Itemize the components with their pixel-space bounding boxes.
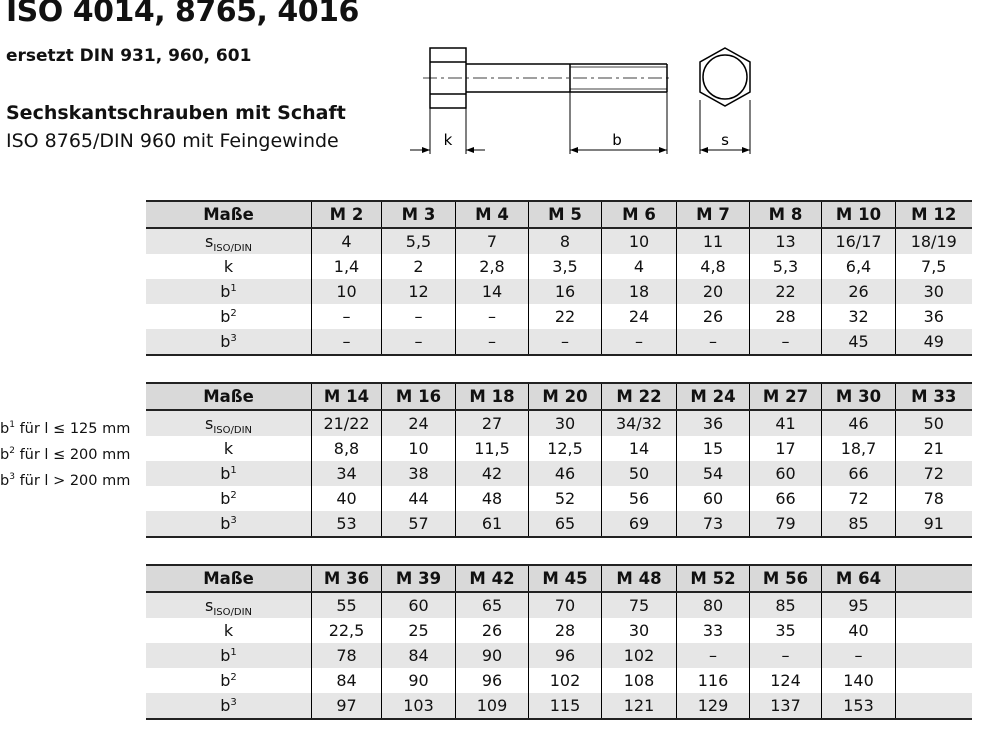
column-header: M 16 bbox=[382, 383, 456, 410]
table-cell: 34 bbox=[312, 461, 382, 486]
table-cell: 15 bbox=[677, 436, 750, 461]
table-cell: 8 bbox=[529, 228, 602, 254]
table-cell: 17 bbox=[750, 436, 822, 461]
table-cell: 36 bbox=[677, 410, 750, 436]
table-cell: 41 bbox=[750, 410, 822, 436]
table-cell: 26 bbox=[822, 279, 896, 304]
table-cell: 4 bbox=[602, 254, 677, 279]
table-cell: – bbox=[677, 329, 750, 355]
table-cell: 50 bbox=[602, 461, 677, 486]
legend-item: $b^3$ für l > 200 mm bbox=[0, 471, 131, 489]
column-header: M 56 bbox=[750, 565, 822, 592]
table-cell: 4,8 bbox=[677, 254, 750, 279]
row-label: Maße bbox=[146, 201, 312, 228]
table-cell: 55 bbox=[312, 592, 382, 618]
table-cell: 22,5 bbox=[312, 618, 382, 643]
table-cell: 30 bbox=[896, 279, 972, 304]
dimension-table-3 bbox=[146, 564, 972, 720]
table-cell: – bbox=[822, 643, 896, 668]
table-cell: 91 bbox=[896, 511, 972, 537]
table-cell: – bbox=[382, 304, 456, 329]
table-cell: 12 bbox=[382, 279, 456, 304]
table-cell: 14 bbox=[456, 279, 529, 304]
table-cell: – bbox=[382, 329, 456, 355]
table-cell: 45 bbox=[822, 329, 896, 355]
column-header: M 4 bbox=[456, 201, 529, 228]
row-label: $s_{ISO/DIN}$ bbox=[146, 228, 312, 254]
table-row bbox=[146, 486, 972, 511]
dimension-table-1 bbox=[146, 200, 972, 356]
table-cell: 73 bbox=[677, 511, 750, 537]
table-cell: – bbox=[677, 643, 750, 668]
table-cell: 60 bbox=[677, 486, 750, 511]
table-cell: 13 bbox=[750, 228, 822, 254]
table-cell: 24 bbox=[602, 304, 677, 329]
column-header bbox=[896, 565, 972, 592]
table-row bbox=[146, 461, 972, 486]
row-label: $b^2$ bbox=[220, 307, 237, 326]
table-cell: 26 bbox=[677, 304, 750, 329]
table-cell: 85 bbox=[822, 511, 896, 537]
table-cell: 66 bbox=[750, 486, 822, 511]
table-cell: 21 bbox=[896, 436, 972, 461]
table-cell: 129 bbox=[677, 693, 750, 719]
row-label: $s_{ISO/DIN}$ bbox=[146, 592, 312, 618]
table-cell: 50 bbox=[896, 410, 972, 436]
table-cell: 95 bbox=[822, 592, 896, 618]
row-label: $b^3$ bbox=[146, 329, 312, 355]
row-label: $b^1$ bbox=[146, 279, 312, 304]
column-header: M 22 bbox=[602, 383, 677, 410]
table-cell: 38 bbox=[382, 461, 456, 486]
label-k: k bbox=[443, 131, 453, 149]
table-cell: 35 bbox=[750, 618, 822, 643]
table-cell: 46 bbox=[529, 461, 602, 486]
table-row bbox=[146, 618, 972, 643]
column-header: M 27 bbox=[750, 383, 822, 410]
row-label: $b^1$ bbox=[146, 643, 312, 668]
table-cell: 5,5 bbox=[382, 228, 456, 254]
table-cell: 115 bbox=[529, 693, 602, 719]
table-cell: 66 bbox=[822, 461, 896, 486]
table-cell: 116 bbox=[677, 668, 750, 693]
table-cell: 61 bbox=[456, 511, 529, 537]
table-cell: 40 bbox=[822, 618, 896, 643]
column-header: M 12 bbox=[896, 201, 972, 228]
table-cell: 72 bbox=[896, 461, 972, 486]
table-cell: 60 bbox=[382, 592, 456, 618]
column-header: M 2 bbox=[312, 201, 382, 228]
table-cell: – bbox=[750, 643, 822, 668]
table-cell: – bbox=[602, 329, 677, 355]
table-header-row bbox=[146, 201, 972, 228]
table-cell bbox=[896, 643, 972, 668]
row-label: Maße bbox=[146, 383, 312, 410]
table-cell: 2,8 bbox=[456, 254, 529, 279]
table-header-row bbox=[146, 383, 972, 410]
table-cell: 65 bbox=[529, 511, 602, 537]
table-cell: 6,4 bbox=[822, 254, 896, 279]
page-subtitle: ersetzt DIN 931, 960, 601 bbox=[6, 46, 252, 66]
row-label: k bbox=[223, 439, 234, 458]
footnote-legend bbox=[0, 414, 130, 491]
table-cell: 5,3 bbox=[750, 254, 822, 279]
table-cell: 78 bbox=[312, 643, 382, 668]
table-row bbox=[146, 643, 972, 668]
table-cell: 16 bbox=[529, 279, 602, 304]
table-cell: 109 bbox=[456, 693, 529, 719]
column-header: M 42 bbox=[456, 565, 529, 592]
table-cell: 30 bbox=[602, 618, 677, 643]
section-subheading: ISO 8765/DIN 960 mit Feingewinde bbox=[6, 130, 339, 152]
table-cell: 84 bbox=[312, 668, 382, 693]
column-header: M 14 bbox=[312, 383, 382, 410]
table-cell: 97 bbox=[312, 693, 382, 719]
table-cell: 96 bbox=[529, 643, 602, 668]
table-cell: 25 bbox=[382, 618, 456, 643]
table-cell: 33 bbox=[677, 618, 750, 643]
table-cell bbox=[896, 668, 972, 693]
table-cell: 69 bbox=[602, 511, 677, 537]
table-row bbox=[146, 592, 972, 618]
table-cell: 2 bbox=[382, 254, 456, 279]
column-header: M 45 bbox=[529, 565, 602, 592]
table-cell: 40 bbox=[312, 486, 382, 511]
table-cell: 57 bbox=[382, 511, 456, 537]
section-heading: Sechskantschrauben mit Schaft bbox=[6, 102, 346, 124]
table-cell: 80 bbox=[677, 592, 750, 618]
table-cell: 44 bbox=[382, 486, 456, 511]
column-header: M 6 bbox=[602, 201, 677, 228]
table-cell: 78 bbox=[896, 486, 972, 511]
table-cell: 7 bbox=[456, 228, 529, 254]
column-header: M 24 bbox=[677, 383, 750, 410]
table-cell bbox=[896, 618, 972, 643]
table-cell: 48 bbox=[456, 486, 529, 511]
table-row bbox=[146, 410, 972, 436]
table-cell: 90 bbox=[382, 668, 456, 693]
table-cell: 21/22 bbox=[312, 410, 382, 436]
table-cell: 75 bbox=[602, 592, 677, 618]
table-cell: – bbox=[456, 304, 529, 329]
table-cell: 22 bbox=[750, 279, 822, 304]
column-header: M 30 bbox=[822, 383, 896, 410]
table-cell: 16/17 bbox=[822, 228, 896, 254]
table-cell: 3,5 bbox=[529, 254, 602, 279]
table-cell: 121 bbox=[602, 693, 677, 719]
column-header: M 36 bbox=[312, 565, 382, 592]
table-cell: 28 bbox=[750, 304, 822, 329]
table-cell: 20 bbox=[677, 279, 750, 304]
table-cell bbox=[896, 693, 972, 719]
table-cell: 60 bbox=[750, 461, 822, 486]
table-cell: 72 bbox=[822, 486, 896, 511]
table-cell: 14 bbox=[602, 436, 677, 461]
table-cell: 30 bbox=[529, 410, 602, 436]
table-cell: 1,4 bbox=[312, 254, 382, 279]
table-cell: 79 bbox=[750, 511, 822, 537]
table-cell: – bbox=[529, 329, 602, 355]
table-cell: 11 bbox=[677, 228, 750, 254]
column-header: M 10 bbox=[822, 201, 896, 228]
column-header: M 52 bbox=[677, 565, 750, 592]
table-row bbox=[146, 228, 972, 254]
table-row bbox=[146, 329, 972, 355]
column-header: M 48 bbox=[602, 565, 677, 592]
table-cell: 56 bbox=[602, 486, 677, 511]
column-header: M 64 bbox=[822, 565, 896, 592]
row-label: $b^1$ bbox=[146, 461, 312, 486]
row-label: k bbox=[223, 257, 234, 276]
table-cell: 153 bbox=[822, 693, 896, 719]
table-cell: 96 bbox=[456, 668, 529, 693]
table-cell: 42 bbox=[456, 461, 529, 486]
table-row bbox=[146, 254, 972, 279]
table-cell: 70 bbox=[529, 592, 602, 618]
label-s: s bbox=[721, 131, 729, 149]
column-header: M 18 bbox=[456, 383, 529, 410]
table-cell: 49 bbox=[896, 329, 972, 355]
table-cell: 84 bbox=[382, 643, 456, 668]
page-title: ISO 4014, 8765, 4016 bbox=[6, 0, 359, 29]
table-cell: 10 bbox=[312, 279, 382, 304]
table-cell: 10 bbox=[382, 436, 456, 461]
row-label: $b^2$ bbox=[220, 671, 237, 690]
table-cell: 10 bbox=[602, 228, 677, 254]
table-cell: – bbox=[312, 304, 382, 329]
table-cell: 11,5 bbox=[456, 436, 529, 461]
table-cell: 18/19 bbox=[896, 228, 972, 254]
bolt-drawing bbox=[405, 40, 765, 160]
table-cell: 140 bbox=[822, 668, 896, 693]
column-header: M 20 bbox=[529, 383, 602, 410]
table-row bbox=[146, 304, 972, 329]
row-label: $b^3$ bbox=[146, 511, 312, 537]
table-row bbox=[146, 279, 972, 304]
table-cell: 22 bbox=[529, 304, 602, 329]
table-cell bbox=[896, 592, 972, 618]
table-cell: 52 bbox=[529, 486, 602, 511]
table-cell: 24 bbox=[382, 410, 456, 436]
table-cell: 18,7 bbox=[822, 436, 896, 461]
table-cell: 26 bbox=[456, 618, 529, 643]
table-cell: 32 bbox=[822, 304, 896, 329]
table-cell: 4 bbox=[312, 228, 382, 254]
row-label: k bbox=[223, 621, 234, 640]
table-row bbox=[146, 693, 972, 719]
table-cell: 102 bbox=[602, 643, 677, 668]
table-cell: 54 bbox=[677, 461, 750, 486]
table-cell: 103 bbox=[382, 693, 456, 719]
row-label: $s_{ISO/DIN}$ bbox=[146, 410, 312, 436]
table-cell: 12,5 bbox=[529, 436, 602, 461]
table-cell: 102 bbox=[529, 668, 602, 693]
table-cell: 7,5 bbox=[896, 254, 972, 279]
label-b: b bbox=[612, 131, 622, 149]
table-cell: 137 bbox=[750, 693, 822, 719]
table-cell: 36 bbox=[896, 304, 972, 329]
table-cell: 46 bbox=[822, 410, 896, 436]
table-cell: 90 bbox=[456, 643, 529, 668]
column-header: M 33 bbox=[896, 383, 972, 410]
column-header: M 3 bbox=[382, 201, 456, 228]
table-cell: – bbox=[750, 329, 822, 355]
legend-item: $b^1$ für l ≤ 125 mm bbox=[0, 420, 131, 437]
table-cell: 8,8 bbox=[312, 436, 382, 461]
table-cell: 27 bbox=[456, 410, 529, 436]
column-header: M 7 bbox=[677, 201, 750, 228]
table-cell: – bbox=[312, 329, 382, 355]
table-cell: 53 bbox=[312, 511, 382, 537]
column-header: M 39 bbox=[382, 565, 456, 592]
table-cell: 65 bbox=[456, 592, 529, 618]
table-cell: – bbox=[456, 329, 529, 355]
table-cell: 124 bbox=[750, 668, 822, 693]
column-header: M 5 bbox=[529, 201, 602, 228]
table-cell: 18 bbox=[602, 279, 677, 304]
table-cell: 108 bbox=[602, 668, 677, 693]
dimension-table-2 bbox=[146, 382, 972, 538]
table-row bbox=[146, 436, 972, 461]
legend-item: $b^2$ für l ≤ 200 mm bbox=[0, 445, 131, 463]
table-header-row bbox=[146, 565, 972, 592]
row-label: Maße bbox=[146, 565, 312, 592]
row-label: $b^3$ bbox=[146, 693, 312, 719]
row-label: $b^2$ bbox=[220, 489, 237, 508]
column-header: M 8 bbox=[750, 201, 822, 228]
table-cell: 34/32 bbox=[602, 410, 677, 436]
table-row bbox=[146, 668, 972, 693]
table-cell: 85 bbox=[750, 592, 822, 618]
table-cell: 28 bbox=[529, 618, 602, 643]
table-row bbox=[146, 511, 972, 537]
